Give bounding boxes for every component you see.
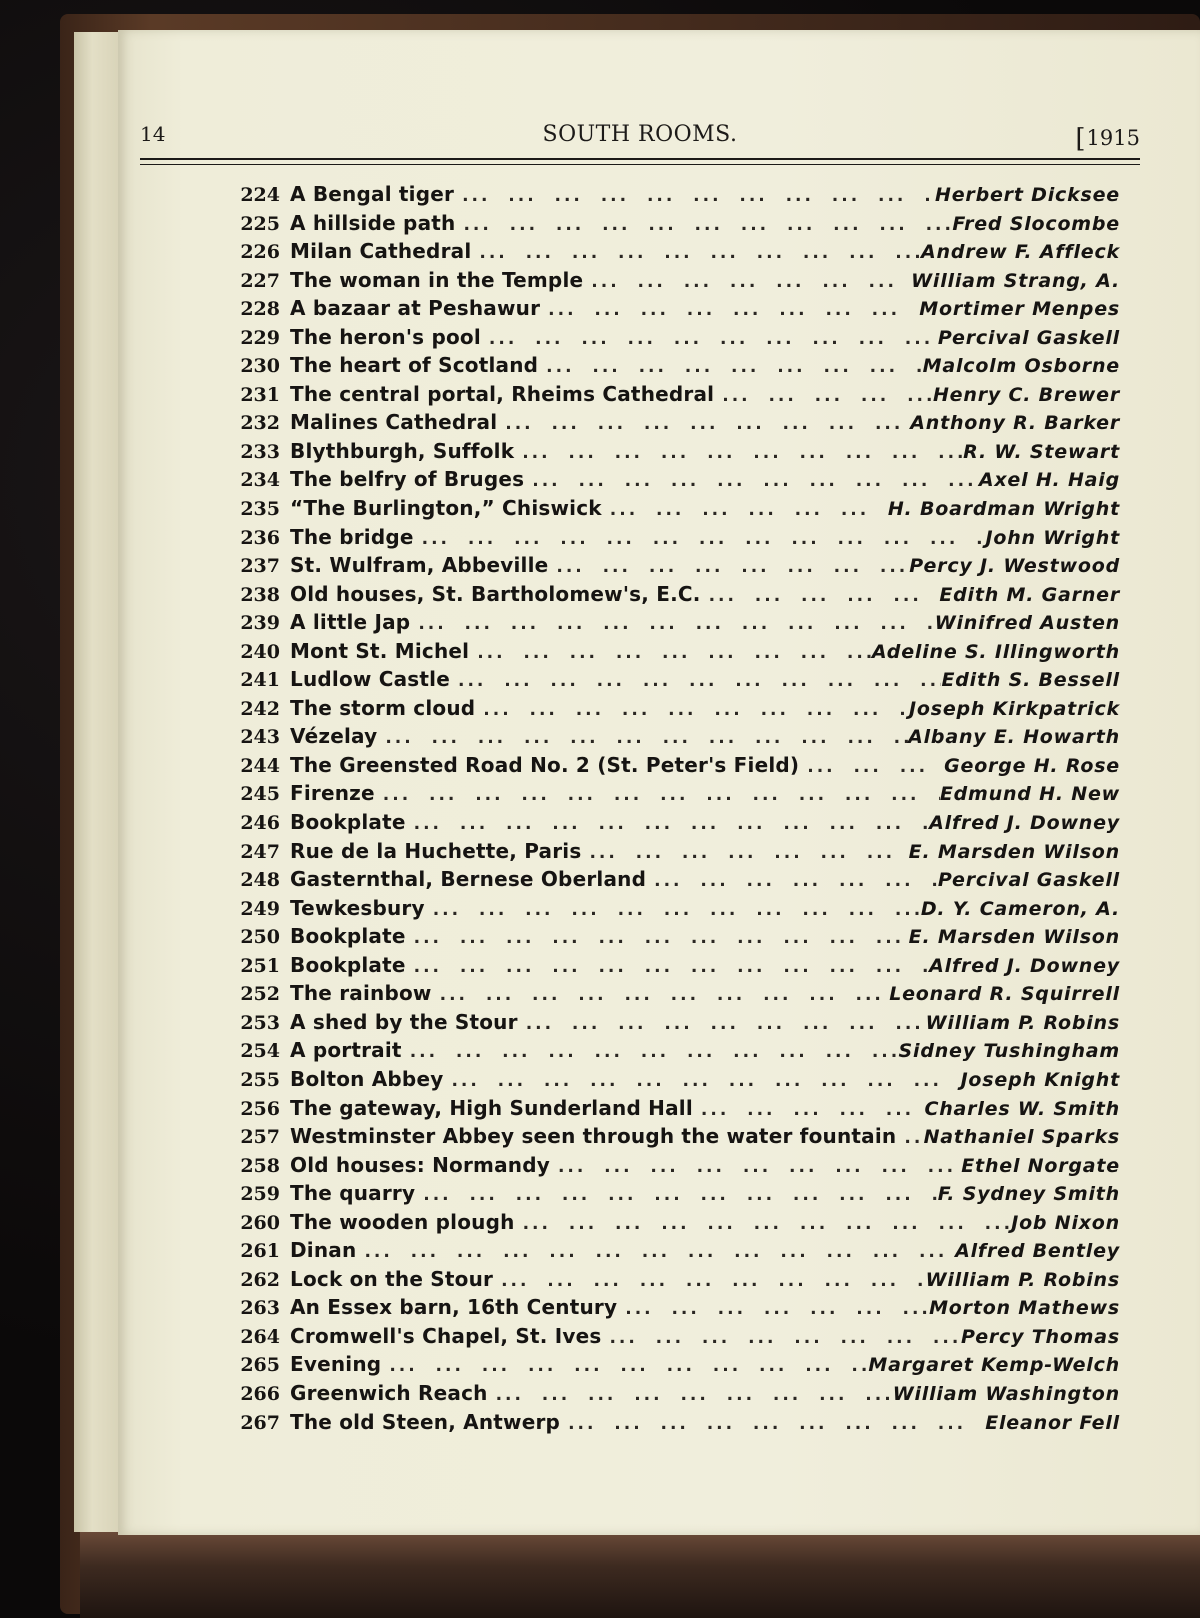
catalogue-entry [220, 382, 1120, 411]
year-value: 1915 [1086, 126, 1140, 150]
entry-artist: Edith S. Bessell [941, 669, 1120, 692]
entry-number: 254 [240, 1040, 280, 1063]
entry-artist: George H. Rose [944, 754, 1120, 777]
entry-artist: Charles W. Smith [924, 1097, 1120, 1120]
entry-number: 228 [240, 298, 280, 321]
entry-artist: Percival Gaskell [937, 326, 1120, 349]
entry-number: 263 [240, 1297, 280, 1320]
entry-title: Westminster Abbey seen through the water fountain [290, 1124, 897, 1149]
catalogue-entry [220, 325, 1120, 354]
entry-artist: Percy J. Westwood [909, 555, 1120, 578]
dot-leader [488, 1385, 893, 1405]
entry-title: A Bengal tiger [290, 182, 455, 206]
entry-title: The Greensted Road No. 2 (St. Peter's Field) [290, 752, 800, 777]
catalogue-entry [220, 1410, 1120, 1439]
dot-leader [701, 586, 940, 606]
entry-title: The central portal, Rheims Cathedral [290, 381, 715, 406]
entry-artist: William Washington [892, 1382, 1120, 1405]
entry-artist: Fred Slocombe [952, 212, 1120, 235]
entry-title: Rue de la Huchette, Paris [290, 838, 582, 863]
entry-number: 258 [240, 1154, 280, 1177]
entry-title: The quarry [290, 1181, 416, 1206]
entry-number: 265 [240, 1354, 280, 1377]
dot-leader [646, 871, 938, 891]
entry-title: Evening [290, 1352, 382, 1377]
dot-leader [406, 814, 930, 834]
dot-leader [455, 215, 952, 235]
catalogue-entry [220, 724, 1120, 753]
entry-number: 243 [240, 726, 280, 749]
entry-title: Cromwell's Chapel, St. Ives [290, 1323, 602, 1348]
entry-title: Milan Cathedral [290, 239, 472, 264]
catalogue-entry [220, 1381, 1120, 1410]
dot-leader [617, 1299, 929, 1319]
catalogue-list [220, 182, 1120, 1438]
entry-title: The heron's pool [290, 324, 481, 349]
dot-leader [799, 757, 944, 777]
entry-artist: Margaret Kemp-Welch [868, 1354, 1120, 1377]
entry-number: 262 [240, 1268, 280, 1291]
entry-title: The heart of Scotland [290, 353, 539, 378]
dot-leader [493, 1271, 926, 1291]
entry-number: 247 [240, 840, 280, 863]
catalogue-entry [220, 667, 1120, 696]
entry-title: An Essex barn, 16th Century [290, 1295, 618, 1320]
dot-leader [693, 1100, 925, 1120]
entry-title: Bookplate [290, 924, 406, 949]
entry-artist: Nathaniel Sparks [923, 1126, 1120, 1149]
entry-title: The belfry of Bruges [290, 467, 525, 492]
entry-artist: Adeline S. Illingworth [871, 640, 1120, 663]
catalogue-entry [220, 753, 1120, 782]
entry-artist: R. W. Stewart [963, 440, 1120, 463]
entry-artist: Edmund H. New [939, 783, 1120, 806]
entry-number: 235 [240, 498, 280, 521]
running-title: SOUTH ROOMS. [542, 122, 738, 147]
entry-number: 244 [240, 754, 280, 777]
entry-number: 226 [240, 241, 280, 264]
entry-artist: F. Sydney Smith [937, 1183, 1120, 1206]
entry-number: 238 [240, 583, 280, 606]
catalogue-entry [220, 1038, 1120, 1067]
entry-title: Blythburgh, Suffolk [290, 438, 515, 463]
entry-number: 251 [240, 954, 280, 977]
page-number: 14 [140, 122, 166, 146]
dot-leader [540, 300, 919, 320]
entry-artist: William P. Robins [925, 1268, 1120, 1291]
catalogue-entry [220, 639, 1120, 668]
entry-title: A little Jap [290, 610, 411, 635]
entry-artist: William Strang, A. [911, 269, 1120, 292]
catalogue-entry [220, 1267, 1120, 1296]
entry-artist: Malcolm Osborne [922, 355, 1120, 378]
entry-artist: Herbert Dicksee [935, 184, 1120, 206]
catalogue-entry [220, 268, 1120, 297]
entry-number: 233 [240, 440, 280, 463]
dot-leader [524, 471, 979, 491]
entry-artist: Percival Gaskell [937, 869, 1120, 892]
catalogue-entry [220, 182, 1120, 211]
entry-title: The wooden plough [290, 1209, 515, 1234]
dot-leader [381, 1356, 868, 1376]
dot-leader [481, 329, 938, 349]
entry-title: The storm cloud [290, 695, 476, 720]
catalogue-entry [220, 839, 1120, 868]
dot-leader [550, 1157, 961, 1177]
entry-artist: John Wright [985, 526, 1120, 549]
entry-number: 237 [240, 555, 280, 578]
catalogue-entry [220, 1352, 1120, 1381]
dot-leader [602, 500, 888, 520]
page-gutter [74, 32, 120, 1532]
entry-number: 236 [240, 526, 280, 549]
entry-artist: E. Marsden Wilson [908, 840, 1120, 863]
catalogue-entry [220, 439, 1120, 468]
entry-title: The old Steen, Antwerp [290, 1409, 561, 1434]
dot-leader [560, 1414, 985, 1434]
dot-leader [471, 243, 921, 263]
page-header [140, 100, 1140, 160]
catalogue-entry [220, 496, 1120, 525]
entry-number: 231 [240, 383, 280, 406]
entry-artist: Job Nixon [1011, 1211, 1120, 1234]
dot-leader [581, 843, 908, 863]
dot-leader [454, 186, 935, 206]
dot-leader [410, 614, 934, 634]
entry-artist: E. Marsden Wilson [908, 926, 1120, 949]
entry-artist: Anthony R. Barker [910, 412, 1120, 435]
entry-title: Mont St. Michel [290, 638, 470, 663]
catalogue-entry [220, 296, 1120, 325]
year-label [1075, 122, 1140, 152]
entry-artist: Joseph Kirkpatrick [909, 697, 1120, 720]
catalogue-entry [220, 582, 1120, 611]
dot-leader [538, 357, 922, 377]
dot-leader [402, 1042, 899, 1062]
catalogue-entry [220, 610, 1120, 639]
dot-leader [714, 386, 933, 406]
catalogue-entry [220, 525, 1120, 554]
dot-leader [497, 414, 910, 434]
entry-title: Old houses: Normandy [290, 1152, 550, 1177]
entry-artist: Mortimer Menpes [919, 298, 1120, 321]
catalogue-entry [220, 353, 1120, 382]
entry-artist: Axel H. Haig [978, 469, 1120, 492]
entry-artist: Morton Mathews [929, 1297, 1120, 1320]
dot-leader [377, 728, 908, 748]
catalogue-entry [220, 1124, 1120, 1153]
entry-title: Old houses, St. Bartholomew's, E.C. [290, 581, 701, 606]
entry-artist: Joseph Knight [960, 1068, 1120, 1091]
catalogue-entry [220, 1067, 1120, 1096]
catalogue-entry [220, 781, 1120, 810]
entry-title: Greenwich Reach [290, 1380, 488, 1405]
entry-title: Gasternthal, Bernese Oberland [290, 867, 647, 892]
entry-number: 255 [240, 1068, 280, 1091]
catalogue-entry [220, 467, 1120, 496]
entry-artist: H. Boardman Wright [887, 498, 1120, 521]
dot-leader [548, 557, 909, 577]
entry-number: 246 [240, 812, 280, 835]
dot-leader [515, 1214, 1012, 1234]
dot-leader [601, 1328, 961, 1348]
entry-artist: Alfred J. Downey [929, 812, 1120, 835]
dot-leader [583, 272, 911, 292]
entry-number: 267 [240, 1411, 280, 1434]
dot-leader [896, 1128, 923, 1148]
entry-title: Firenze [290, 781, 375, 806]
entry-number: 250 [240, 926, 280, 949]
entry-artist: Ethel Norgate [961, 1154, 1120, 1177]
entry-title: St. Wulfram, Abbeville [290, 553, 549, 578]
dot-leader [356, 1242, 955, 1262]
entry-title: The woman in the Temple [290, 267, 584, 292]
entry-title: Dinan [290, 1238, 357, 1263]
catalogue-entry [220, 810, 1120, 839]
entry-title: A portrait [290, 1038, 402, 1063]
dot-leader [450, 671, 941, 691]
entry-number: 234 [240, 469, 280, 492]
dot-leader [425, 900, 921, 920]
catalogue-entry [220, 1324, 1120, 1353]
catalogue-entry [220, 696, 1120, 725]
entry-number: 260 [240, 1211, 280, 1234]
entry-number: 224 [240, 184, 280, 206]
entry-artist: Henry C. Brewer [932, 383, 1120, 406]
catalogue-entry [220, 867, 1120, 896]
entry-number: 256 [240, 1097, 280, 1120]
entry-title: A bazaar at Peshawur [290, 296, 541, 321]
entry-number: 266 [240, 1382, 280, 1405]
entry-title: Ludlow Castle [290, 667, 450, 692]
entry-artist: Alfred Bentley [955, 1240, 1120, 1263]
catalogue-entry [220, 410, 1120, 439]
catalogue-entry [220, 211, 1120, 240]
entry-title: A shed by the Stour [290, 1009, 518, 1034]
catalogue-entry [220, 239, 1120, 268]
catalogue-entry [220, 1238, 1120, 1267]
entry-number: 229 [240, 326, 280, 349]
entry-title: The gateway, High Sunderland Hall [290, 1095, 693, 1120]
entry-artist: Winifred Austen [934, 612, 1120, 635]
entry-number: 227 [240, 269, 280, 292]
dot-leader [514, 443, 963, 463]
entry-number: 239 [240, 612, 280, 635]
catalogue-entry [220, 924, 1120, 953]
entry-title: Lock on the Stour [290, 1266, 494, 1291]
entry-title: Bookplate [290, 952, 406, 977]
entry-number: 253 [240, 1011, 280, 1034]
catalogue-entry [220, 1010, 1120, 1039]
dot-leader [406, 957, 930, 977]
entry-title: “The Burlington,” Chiswick [290, 496, 602, 521]
entry-number: 240 [240, 640, 280, 663]
header-rule-thick [140, 158, 1140, 160]
entry-number: 242 [240, 697, 280, 720]
dot-leader [375, 785, 940, 805]
entry-number: 225 [240, 212, 280, 235]
entry-number: 264 [240, 1325, 280, 1348]
entry-artist: Sidney Tushingham [898, 1040, 1120, 1063]
entry-artist: Albany E. Howarth [908, 726, 1120, 749]
entry-title: A hillside path [290, 210, 456, 235]
entry-number: 232 [240, 412, 280, 435]
entry-title: Tewkesbury [290, 895, 425, 920]
catalogue-entry [220, 953, 1120, 982]
entry-number: 241 [240, 669, 280, 692]
dot-leader [406, 928, 909, 948]
header-rule-thin [140, 164, 1140, 165]
entry-artist: Andrew F. Affleck [920, 241, 1120, 264]
dot-leader [518, 1014, 926, 1034]
entry-title: Vézelay [290, 724, 378, 749]
entry-number: 245 [240, 783, 280, 806]
entry-number: 230 [240, 355, 280, 378]
entry-artist: D. Y. Cameron, A. [920, 897, 1120, 920]
entry-title: The bridge [290, 524, 414, 549]
entry-number: 257 [240, 1126, 280, 1149]
catalogue-entry [220, 1096, 1120, 1125]
dot-leader [469, 643, 872, 663]
catalogue-entry [220, 1153, 1120, 1182]
catalogue-entry [220, 1181, 1120, 1210]
catalogue-entry [220, 981, 1120, 1010]
entry-number: 249 [240, 897, 280, 920]
catalogue-entry [220, 1210, 1120, 1239]
year-bracket: [ [1075, 124, 1086, 154]
entry-number: 248 [240, 869, 280, 892]
entry-artist: Leonard R. Squirrell [889, 983, 1120, 1006]
entry-title: The rainbow [290, 981, 432, 1006]
catalogue-entry [220, 553, 1120, 582]
entry-number: 252 [240, 983, 280, 1006]
entry-number: 259 [240, 1183, 280, 1206]
dot-leader [432, 985, 890, 1005]
catalogue-entry [220, 896, 1120, 925]
entry-number: 261 [240, 1240, 280, 1263]
entry-artist: Edith M. Garner [939, 583, 1120, 606]
entry-artist: Eleanor Fell [985, 1411, 1120, 1434]
book-cover-edge [80, 1532, 1200, 1618]
entry-title: Malines Cathedral [290, 410, 498, 435]
dot-leader [475, 700, 909, 720]
catalogue-entry [220, 1295, 1120, 1324]
entry-artist: William P. Robins [925, 1011, 1120, 1034]
dot-leader [415, 1185, 937, 1205]
entry-title: Bookplate [290, 810, 406, 835]
entry-title: Bolton Abbey [290, 1066, 444, 1091]
dot-leader [443, 1071, 960, 1091]
dot-leader [414, 529, 986, 549]
entry-artist: Percy Thomas [960, 1325, 1120, 1348]
entry-artist: Alfred J. Downey [929, 954, 1120, 977]
